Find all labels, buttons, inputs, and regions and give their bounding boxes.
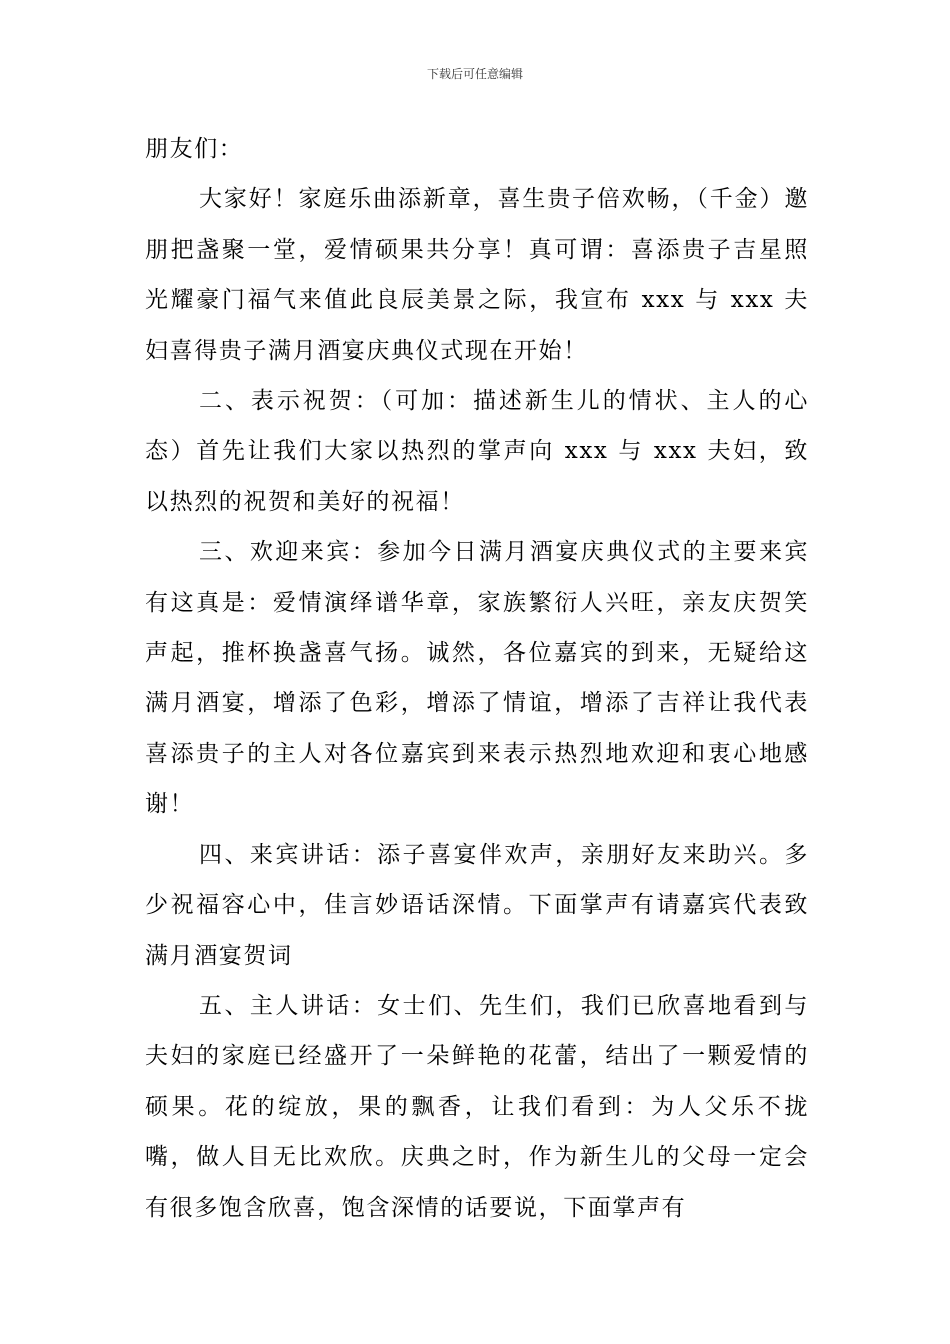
header-note: 下载后可任意编辑	[426, 67, 523, 81]
paragraph-guest-speech: 四、来宾讲话：添子喜宴伴欢声，亲朋好友来助兴。多少祝福容心中，佳言妙语话深情。下面掌声有请嘉宾代表致满月酒宴贺词	[145, 841, 809, 969]
paragraph-opening: 大家好！家庭乐曲添新章，喜生贵子倍欢畅，（千金）邀朋把盏聚一堂，爱情硕果共分享！真可谓：喜添贵子吉星照光耀豪门福气来值此良辰美景之际，我宣布 xxx 与 xxx 夫妇喜得贵子满月酒宴庆典仪式现在开始！	[145, 186, 809, 364]
salutation: 朋友们：	[145, 136, 244, 162]
document-body	[145, 124, 809, 1233]
paragraph-congratulations: 二、表示祝贺：（可加：描述新生儿的情状、主人的心态）首先让我们大家以热烈的掌声向 xxx 与 xxx 夫妇，致以热烈的祝贺和美好的祝福！	[145, 388, 809, 515]
paragraph-welcome-guests: 三、欢迎来宾：参加今日满月酒宴庆典仪式的主要来宾有这真是：爱情演绎谱华章，家族繁衍人兴旺，亲友庆贺笑声起，推杯换盏喜气扬。诚然，各位嘉宾的到来，无疑给这满月酒宴，增添了色彩，增添了情谊，增添了吉祥让我代表喜添贵子的主人对各位嘉宾到来表示热烈地欢迎和衷心地感谢！	[145, 539, 809, 818]
paragraph-host-speech: 五、主人讲话：女士们、先生们，我们已欣喜地看到与夫妇的家庭已经盛开了一朵鲜艳的花蕾，结出了一颗爱情的硕果。花的绽放，果的飘香，让我们看到：为人父乐不拢嘴，做人目无比欢欣。庆典之时，作为新生儿的父母一定会有很多饱含欣喜，饱含深情的话要说，下面掌声有	[145, 992, 809, 1221]
